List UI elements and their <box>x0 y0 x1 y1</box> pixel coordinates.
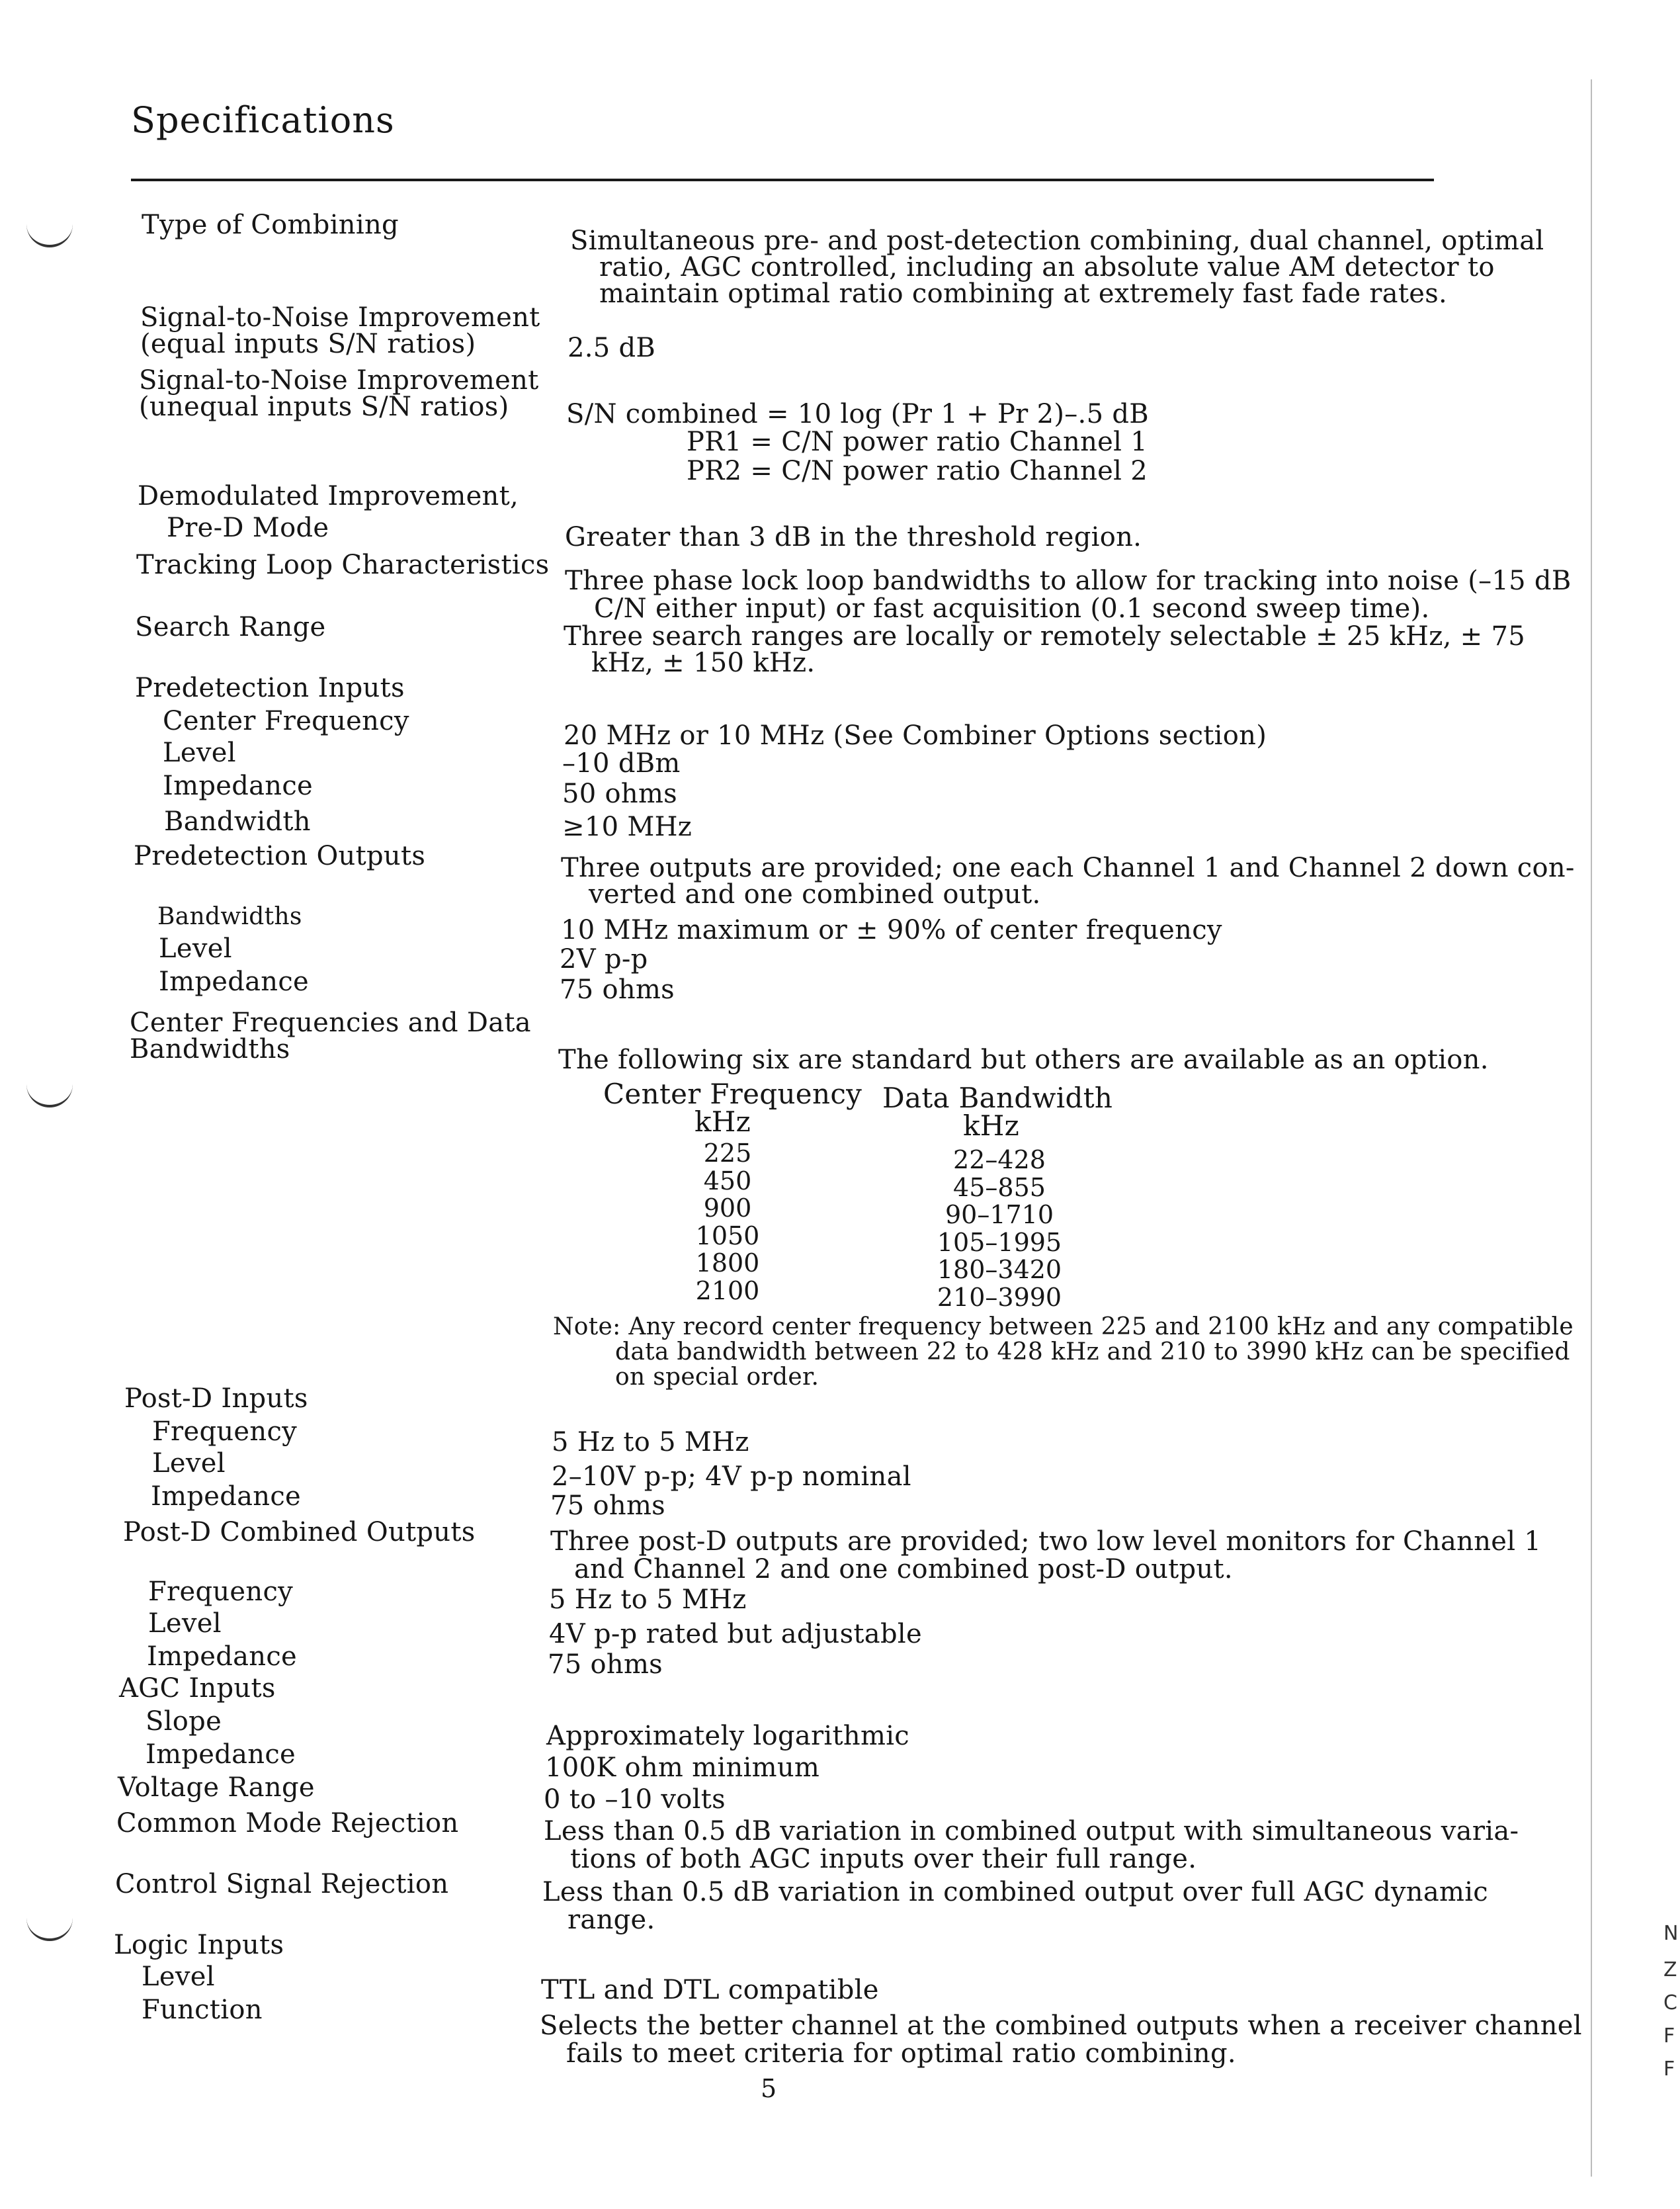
spec-value: Simultaneous pre- and post-detection combining, dual channel, optimal <box>570 226 1544 256</box>
binder-hole-mark <box>26 1078 73 1107</box>
binder-hole-mark <box>26 218 73 247</box>
spec-value: 0 to –10 volts <box>544 1784 726 1815</box>
spec-sublabel: Center Frequency <box>163 706 409 736</box>
spec-value: 4V p-p rated but adjustable <box>549 1619 922 1649</box>
table-cell-center-frequency: 225 <box>703 1139 752 1168</box>
table-header: Center Frequency <box>603 1078 862 1110</box>
spec-sublabel: Impedance <box>159 967 309 997</box>
spec-label: Tracking Loop Characteristics <box>136 550 550 580</box>
spec-sublabel: Level <box>152 1448 226 1479</box>
page-edge-line <box>1591 79 1592 2177</box>
note-text: data bandwidth between 22 to 428 kHz and 210 to 3990 kHz can be specified <box>615 1338 1570 1365</box>
spec-label: Bandwidths <box>130 1034 290 1064</box>
margin-mark: Z <box>1663 1958 1677 1981</box>
table-cell-center-frequency: 1050 <box>695 1221 760 1250</box>
spec-sublabel: Bandwidths <box>157 903 302 930</box>
margin-mark: N <box>1663 1922 1679 1945</box>
spec-sublabel: Slope <box>146 1706 222 1737</box>
table-header: kHz <box>694 1105 751 1138</box>
table-cell-data-bandwidth: 45–855 <box>953 1173 1046 1202</box>
spec-value: The following six are standard but others are available as an option. <box>558 1045 1489 1075</box>
spec-sublabel: Level <box>163 738 236 768</box>
spec-value: 100K ohm minimum <box>545 1753 820 1783</box>
spec-value: maintain optimal ratio combining at extremely fast fade rates. <box>599 279 1448 309</box>
spec-label: Center Frequencies and Data <box>130 1008 531 1038</box>
spec-value: Three phase lock loop bandwidths to allow for tracking into noise (–15 dB <box>565 566 1572 596</box>
table-cell-data-bandwidth: 180–3420 <box>937 1255 1062 1284</box>
spec-value: fails to meet criteria for optimal ratio combining. <box>566 2038 1236 2069</box>
spec-label: Predetection Outputs <box>134 841 426 871</box>
table-cell-data-bandwidth: 210–3990 <box>937 1283 1062 1312</box>
spec-sublabel: Function <box>142 1995 263 2025</box>
spec-label: Demodulated Improvement, <box>138 481 519 511</box>
spec-label: Search Range <box>135 612 326 642</box>
spec-value: Approximately logarithmic <box>546 1721 909 1751</box>
spec-value: ≥10 MHz <box>562 812 693 842</box>
spec-value: ratio, AGC controlled, including an absolute value AM detector to <box>599 252 1495 282</box>
spec-value: Three post-D outputs are provided; two low level monitors for Channel 1 <box>550 1526 1542 1557</box>
spec-sublabel: Impedance <box>163 771 313 801</box>
page-number: 5 <box>761 2074 777 2103</box>
spec-sublabel: Impedance <box>151 1481 301 1512</box>
spec-sublabel: Frequency <box>148 1577 294 1607</box>
spec-sublabel: Impedance <box>146 1739 296 1770</box>
binder-hole-mark <box>26 1912 73 1941</box>
spec-sublabel: Impedance <box>147 1641 297 1672</box>
spec-sublabel: Level <box>159 933 232 964</box>
margin-mark: C <box>1663 1991 1677 2014</box>
spec-value: range. <box>567 1905 655 1935</box>
spec-value: and Channel 2 and one combined post-D output. <box>574 1554 1233 1584</box>
title-rule <box>131 179 1434 181</box>
note-text: Note: Any record center frequency between 225 and 2100 kHz and any compatible <box>553 1313 1574 1340</box>
spec-value: Greater than 3 dB in the threshold region. <box>565 522 1142 552</box>
spec-label: Signal-to-Noise Improvement <box>139 365 539 396</box>
formula-line: PR1 = C/N power ratio Channel 1 <box>687 427 1148 457</box>
spec-value: verted and one combined output. <box>589 879 1041 910</box>
spec-label: Common Mode Rejection <box>116 1808 459 1839</box>
table-cell-data-bandwidth: 90–1710 <box>945 1200 1054 1229</box>
spec-value: 2.5 dB <box>567 333 656 363</box>
margin-mark: F <box>1663 2057 1675 2081</box>
spec-label: Control Signal Rejection <box>115 1869 449 1899</box>
table-header: Data Bandwidth <box>882 1082 1113 1114</box>
spec-sublabel: Level <box>142 1962 215 1992</box>
spec-sublabel: Frequency <box>152 1416 298 1447</box>
table-cell-data-bandwidth: 22–428 <box>953 1145 1046 1174</box>
spec-value: Selects the better channel at the combined outputs when a receiver channel <box>540 2011 1582 2041</box>
spec-value: 5 Hz to 5 MHz <box>552 1427 749 1457</box>
table-cell-center-frequency: 450 <box>703 1166 752 1195</box>
spec-label: Type of Combining <box>142 210 399 240</box>
spec-value: Less than 0.5 dB variation in combined output with simultaneous varia- <box>544 1816 1519 1846</box>
spec-value: Less than 0.5 dB variation in combined output over full AGC dynamic <box>542 1877 1489 1907</box>
spec-label: Post-D Inputs <box>124 1383 308 1414</box>
formula-line: S/N combined = 10 log (Pr 1 + Pr 2)–.5 dB <box>566 399 1149 429</box>
table-cell-center-frequency: 2100 <box>695 1276 760 1305</box>
spec-label: Voltage Range <box>118 1772 315 1803</box>
spec-value: 20 MHz or 10 MHz (See Combiner Options section) <box>564 720 1267 751</box>
spec-value: Three search ranges are locally or remotely selectable ± 25 kHz, ± 75 <box>564 621 1525 652</box>
margin-mark: F <box>1663 2024 1675 2048</box>
spec-value: 2–10V p-p; 4V p-p nominal <box>552 1461 911 1492</box>
spec-label: (equal inputs S/N ratios) <box>140 329 476 359</box>
table-cell-center-frequency: 900 <box>703 1193 752 1223</box>
spec-sublabel: Bandwidth <box>164 806 311 837</box>
spec-label: AGC Inputs <box>119 1673 276 1704</box>
table-cell-center-frequency: 1800 <box>695 1248 760 1278</box>
spec-value: 2V p-p <box>560 944 648 975</box>
spec-value: 75 ohms <box>550 1491 666 1521</box>
spec-value: kHz, ± 150 kHz. <box>591 648 816 678</box>
spec-value: 50 ohms <box>562 779 678 809</box>
spec-label: Logic Inputs <box>114 1930 284 1960</box>
spec-value: 10 MHz maximum or ± 90% of center frequency <box>561 915 1222 945</box>
spec-value: –10 dBm <box>562 748 681 779</box>
table-header: kHz <box>963 1109 1020 1142</box>
spec-label: Predetection Inputs <box>135 673 405 703</box>
spec-label: Pre-D Mode <box>167 513 329 543</box>
formula-line: PR2 = C/N power ratio Channel 2 <box>687 456 1148 486</box>
page-title: Specifications <box>131 99 395 141</box>
spec-value: 5 Hz to 5 MHz <box>549 1584 747 1615</box>
spec-label: Signal-to-Noise Improvement <box>140 302 540 333</box>
spec-value: 75 ohms <box>560 975 675 1005</box>
spec-value: TTL and DTL compatible <box>541 1975 879 2005</box>
spec-value: Three outputs are provided; one each Channel 1 and Channel 2 down con- <box>561 853 1575 883</box>
spec-value: tions of both AGC inputs over their full range. <box>570 1844 1197 1874</box>
table-cell-data-bandwidth: 105–1995 <box>937 1228 1062 1257</box>
spec-sublabel: Level <box>148 1608 222 1639</box>
note-text: on special order. <box>615 1364 819 1391</box>
spec-value: C/N either input) or fast acquisition (0.1 second sweep time). <box>594 593 1430 624</box>
spec-label: Post-D Combined Outputs <box>123 1517 476 1547</box>
spec-value: 75 ohms <box>548 1649 663 1680</box>
spec-label: (unequal inputs S/N ratios) <box>139 392 509 422</box>
